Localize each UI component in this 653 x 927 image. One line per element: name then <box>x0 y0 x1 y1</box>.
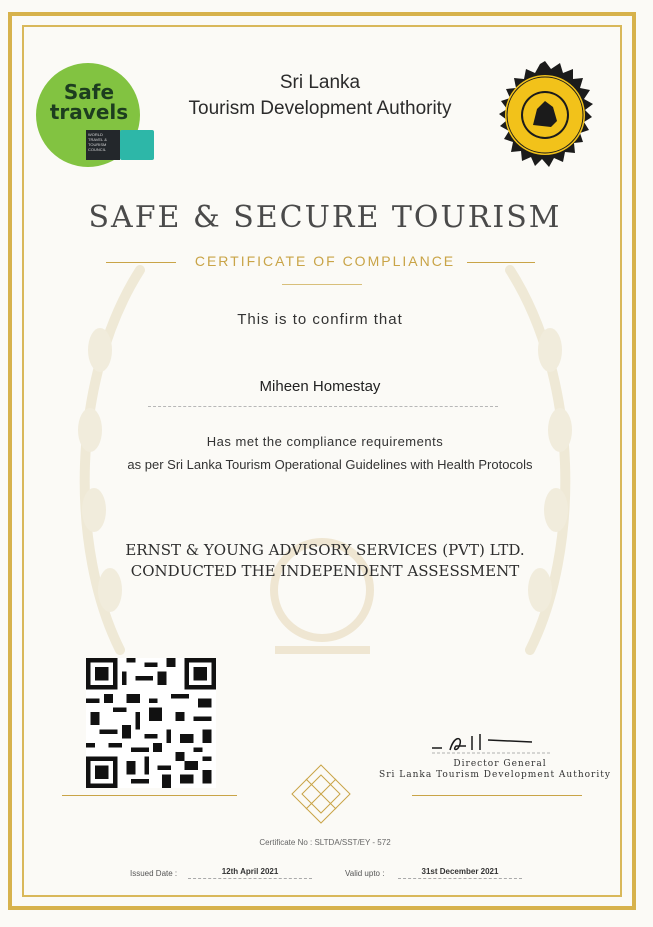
qr-underline <box>62 795 237 796</box>
wttc-logo: WORLD TRAVEL & TOURISM COUNCIL <box>86 130 120 160</box>
laurel-watermark <box>60 230 590 670</box>
sltda-seal-icon <box>488 60 602 170</box>
signatory-org: Sri Lanka Tourism Development Authority <box>379 770 611 780</box>
certificate-title: SAFE & SECURE TOURISM <box>88 200 562 235</box>
confirm-text: This is to confirm that <box>237 311 403 328</box>
authority-title: Sri Lanka Tourism Development Authority <box>188 72 452 119</box>
signature-underline <box>412 795 582 796</box>
compliance-line-1: Has met the compliance requirements <box>206 434 444 449</box>
partner-logo <box>120 130 154 160</box>
holder-name: Miheen Homestay <box>259 378 381 395</box>
holder-underline <box>148 406 498 407</box>
valid-upto-value: 31st December 2021 <box>398 867 522 879</box>
signatory-title: Director General <box>453 759 547 769</box>
issued-date-label: Issued Date : <box>130 869 178 878</box>
partner-logos <box>86 130 154 160</box>
divider-short <box>282 284 362 285</box>
diamond-emblem-icon <box>290 763 352 825</box>
assessor-statement: ERNST & YOUNG ADVISORY SERVICES (PVT) LTD. CONDUCTED THE INDEPENDENT ASSESSMENT <box>125 541 525 580</box>
valid-upto-label: Valid upto : <box>345 869 385 878</box>
certificate-number: Certificate No : SLTDA/SST/EY - 572 <box>259 838 391 847</box>
divider-right <box>467 262 535 263</box>
issued-date-value: 12th April 2021 <box>188 867 312 879</box>
certificate-subtitle: CERTIFICATE OF COMPLIANCE <box>194 253 456 269</box>
compliance-line-2: as per Sri Lanka Tourism Operational Guidelines with Health Protocols <box>127 457 533 472</box>
signature <box>432 728 552 756</box>
qr-code-icon[interactable] <box>86 658 216 788</box>
safe-travels-text: Safe travels <box>49 80 129 124</box>
